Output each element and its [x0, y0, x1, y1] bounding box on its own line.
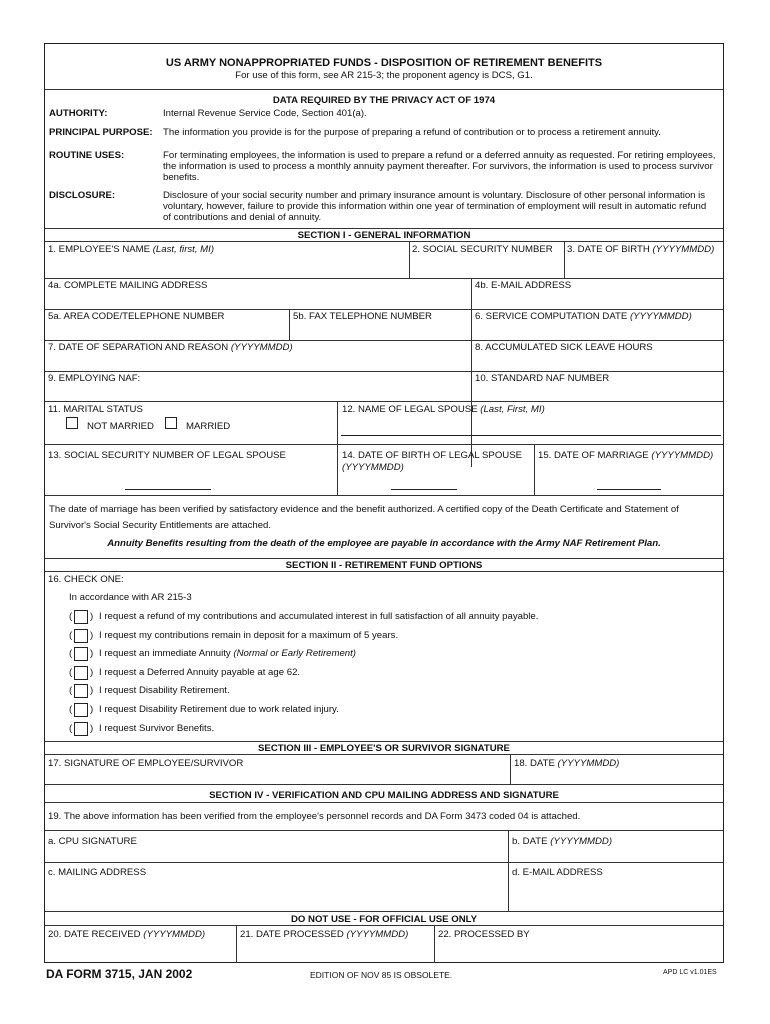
option-text: I request Survivor Benefits.: [99, 723, 215, 734]
divider: [45, 371, 723, 372]
divider: [337, 401, 338, 495]
divider: [45, 802, 723, 803]
divider: [45, 89, 723, 90]
option-label-2: [99, 630, 398, 642]
divider: [45, 340, 723, 341]
edition-note: EDITION OF NOV 85 IS OBSOLETE.: [310, 970, 453, 980]
disclosure-text: Disclosure of your social security number and primary insurance amount is voluntary. Disclosure of other personal information is voluntary, however, failure to provide this information within one year of termination of employment will result in automatic refund of contributions and denial of annuity.: [163, 190, 707, 223]
marriage-date-label: 15. DATE OF MARRIAGE (YYYYMMDD): [538, 450, 714, 461]
divider: [45, 228, 723, 229]
divider: [45, 558, 723, 559]
option-label-3: [99, 648, 356, 660]
option-checkbox-3[interactable]: [74, 647, 88, 661]
not-married-label: NOT MARRIED: [87, 421, 154, 432]
divider: [534, 444, 535, 495]
option-label-6: [99, 704, 339, 716]
divider: [45, 784, 723, 785]
option-text: I request Disability Retirement due to work related injury.: [99, 704, 339, 715]
married-checkbox[interactable]: [165, 417, 177, 429]
marriage-verification-text: The date of marriage has been verified by satisfactory evidence and the benefit authorized. A certified copy of the Death Certificate and Statement of Survivor's Social Security Entitlements are attached.: [49, 504, 679, 531]
cpu-signature-label: a. CPU SIGNATURE: [48, 836, 137, 847]
option-hint: (Normal or Early Retirement): [233, 648, 357, 659]
option-paren-open: (: [69, 704, 73, 715]
authority-text: Internal Revenue Service Code, Section 401(a).: [163, 108, 367, 119]
not-married-checkbox[interactable]: [66, 417, 78, 429]
signature-label: 17. SIGNATURE OF EMPLOYEE/SURVIVOR: [48, 758, 244, 769]
form-title: US ARMY NONAPPROPRIATED FUNDS - DISPOSITION OF RETIREMENT BENEFITS: [165, 57, 603, 69]
divider: [289, 309, 290, 340]
option-paren-close: ): [90, 630, 94, 641]
sick-leave-label: 8. ACCUMULATED SICK LEAVE HOURS: [475, 342, 653, 353]
option-checkbox-5[interactable]: [74, 684, 88, 698]
check-one-label: 16. CHECK ONE:: [48, 574, 124, 585]
routine-text: For terminating employees, the information is used to prepare a refund or a deferred annuity as requested. For retiring employees, the information is used to process a monthly annuity payment thereafter. For survivors, the information is used to process survivor benefits.: [163, 150, 716, 183]
option-text: I request a refund of my contributions and accumulated interest in full satisfaction of all annuity payable.: [99, 611, 539, 622]
divider: [45, 241, 723, 242]
spouse-dob-label: 14. DATE OF BIRTH OF LEGAL SPOUSE: [342, 450, 523, 461]
date-received-label: 20. DATE RECEIVED (YYYYMMDD): [48, 929, 206, 940]
form-frame: [44, 43, 724, 963]
spouse-name-label: 12. NAME OF LEGAL SPOUSE (Last, First, MI): [342, 404, 545, 415]
spouse-ssn-label: 13. SOCIAL SECURITY NUMBER OF LEGAL SPOUSE: [48, 450, 286, 461]
official-use-heading: DO NOT USE - FOR OFFICIAL USE ONLY: [290, 914, 478, 925]
divider: [45, 309, 723, 310]
form-id: DA FORM 3715, JAN 2002: [46, 967, 193, 981]
cpu-date-label: b. DATE (YYYYMMDD): [512, 836, 613, 847]
divider: [434, 925, 435, 963]
section2-heading: SECTION II - RETIREMENT FUND OPTIONS: [285, 560, 483, 571]
option-text: I request an immediate Annuity: [99, 648, 234, 659]
purpose-text: The information you provide is for the purpose of preparing a refund of contribution or to process a retirement annuity.: [163, 127, 661, 138]
option-checkbox-6[interactable]: [74, 703, 88, 717]
divider: [45, 401, 723, 402]
option-checkbox-4[interactable]: [74, 666, 88, 680]
marital-status-label: 11. MARITAL STATUS: [48, 404, 143, 415]
separation-label: 7. DATE OF SEPARATION AND REASON (YYYYMMDD): [48, 342, 293, 353]
option-label-5: [99, 685, 230, 697]
cpu-mailing-address-label: c. MAILING ADDRESS: [48, 867, 147, 878]
option-paren-close: ): [90, 704, 94, 715]
option-label-7: [99, 723, 214, 735]
option-text: I request my contributions remain in deposit for a maximum of 5 years.: [99, 630, 399, 641]
divider: [508, 830, 509, 911]
divider: [45, 925, 723, 926]
divider: [45, 862, 723, 863]
spouse-name-line[interactable]: [341, 435, 721, 436]
spouse-dob-hint: (YYYYMMDD): [342, 462, 404, 473]
option-checkbox-7[interactable]: [74, 722, 88, 736]
option-checkbox-2[interactable]: [74, 629, 88, 643]
purpose-label: PRINCIPAL PURPOSE:: [49, 127, 153, 138]
option-paren-close: ): [90, 685, 94, 696]
spouse-ssn-line[interactable]: [125, 489, 211, 490]
dob-label: 3. DATE OF BIRTH (YYYYMMDD): [567, 244, 715, 255]
option-paren-open: (: [69, 630, 73, 641]
option-paren-close: ): [90, 667, 94, 678]
option-checkbox-1[interactable]: [74, 610, 88, 624]
authority-label: AUTHORITY:: [49, 108, 108, 119]
divider: [45, 741, 723, 742]
divider: [45, 830, 723, 831]
divider: [45, 278, 723, 279]
date-processed-label: 21. DATE PROCESSED (YYYYMMDD): [240, 929, 409, 940]
option-paren-open: (: [69, 723, 73, 734]
signature-date-label: 18. DATE (YYYYMMDD): [514, 758, 620, 769]
phone-label: 5a. AREA CODE/TELEPHONE NUMBER: [48, 311, 225, 322]
mailing-address-label: 4a. COMPLETE MAILING ADDRESS: [48, 280, 208, 291]
divider: [236, 925, 237, 963]
marriage-date-line[interactable]: [597, 489, 661, 490]
naf-number-label: 10. STANDARD NAF NUMBER: [475, 373, 610, 384]
divider: [45, 911, 723, 912]
divider: [471, 278, 472, 467]
privacy-heading: DATA REQUIRED BY THE PRIVACY ACT OF 1974: [272, 95, 496, 106]
verification-statement: 19. The above information has been verified from the employee's personnel records and DA Form 3473 coded 04 is attached.: [48, 811, 581, 822]
divider: [510, 754, 511, 784]
option-paren-open: (: [69, 648, 73, 659]
version-label: APD LC v1.01ES: [663, 969, 717, 976]
divider: [45, 754, 723, 755]
form-subtitle: For use of this form, see AR 215-3; the proponent agency is DCS, G1.: [235, 70, 533, 81]
employee-name-label: 1. EMPLOYEE'S NAME (Last, first, MI): [48, 244, 215, 255]
option-paren-close: ): [90, 723, 94, 734]
option-label-4: [99, 667, 300, 679]
option-paren-open: (: [69, 611, 73, 622]
accordance-text: In accordance with AR 215-3: [69, 592, 192, 603]
section1-heading: SECTION I - GENERAL INFORMATION: [297, 230, 471, 241]
divider: [409, 241, 410, 278]
option-paren-close: ): [90, 611, 94, 622]
divider: [45, 571, 723, 572]
employing-naf-label: 9. EMPLOYING NAF:: [48, 373, 141, 384]
email-label: 4b. E-MAIL ADDRESS: [475, 280, 572, 291]
divider: [564, 241, 565, 278]
routine-label: ROUTINE USES:: [49, 150, 125, 161]
disclosure-label: DISCLOSURE:: [49, 190, 116, 201]
cpu-email-label: d. E-MAIL ADDRESS: [512, 867, 603, 878]
annuity-note: Annuity Benefits resulting from the death of the employee are payable in accordance with the Army NAF Retirement Plan.: [107, 538, 661, 549]
service-date-label: 6. SERVICE COMPUTATION DATE (YYYYMMDD): [475, 311, 692, 322]
married-label: MARRIED: [186, 421, 231, 432]
spouse-dob-line[interactable]: [391, 489, 457, 490]
option-paren-open: (: [69, 685, 73, 696]
section4-heading: SECTION IV - VERIFICATION AND CPU MAILING ADDRESS AND SIGNATURE: [209, 790, 559, 801]
divider: [45, 495, 723, 496]
divider: [45, 444, 723, 445]
option-label-1: [99, 611, 538, 623]
option-paren-close: ): [90, 648, 94, 659]
option-text: I request Disability Retirement.: [99, 685, 230, 696]
option-paren-open: (: [69, 667, 73, 678]
processed-by-label: 22. PROCESSED BY: [438, 929, 530, 940]
section3-heading: SECTION III - EMPLOYEE'S OR SURVIVOR SIGNATURE: [258, 743, 510, 754]
option-text: I request a Deferred Annuity payable at age 62.: [99, 667, 301, 678]
fax-label: 5b. FAX TELEPHONE NUMBER: [293, 311, 432, 322]
ssn-label: 2. SOCIAL SECURITY NUMBER: [412, 244, 553, 255]
